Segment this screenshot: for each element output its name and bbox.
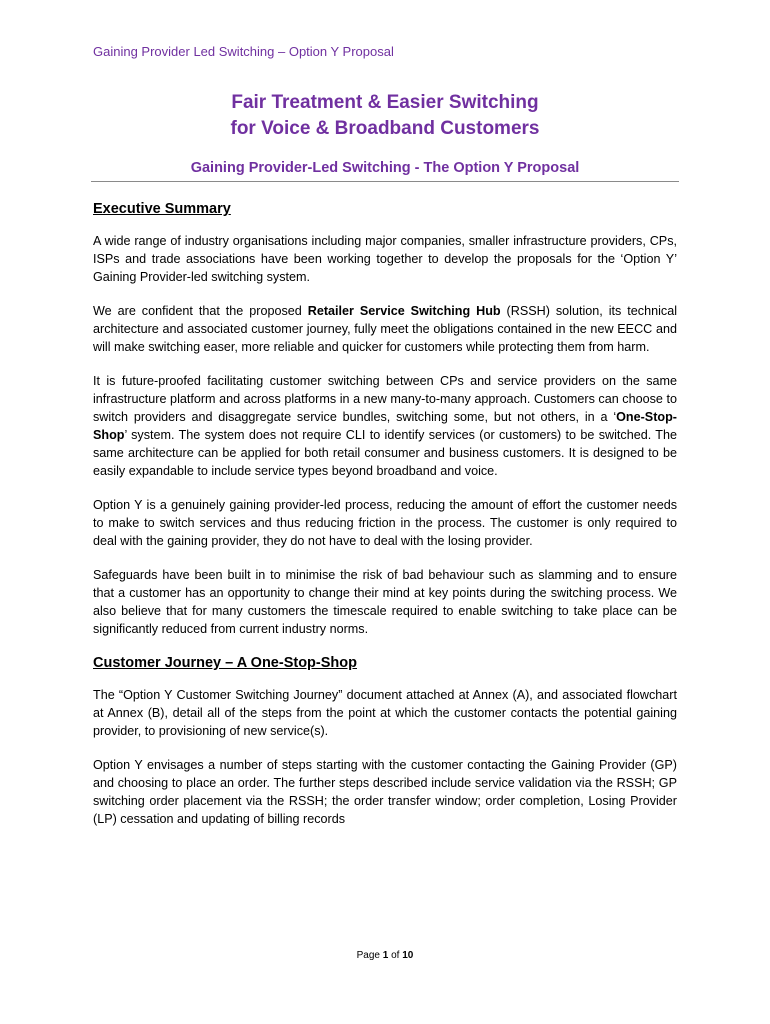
running-header: Gaining Provider Led Switching – Option Y Proposal [93, 44, 394, 59]
exec-p3-text-b: ’ system. The system does not require CLI to identify services (or customers) to be switched. The same architecture can be applied for both retail consumer and business customers. It is designed to be easily expandable to include service types beyond broadband and voice. [93, 428, 677, 478]
exec-p2-text-b: (RSSH) solution, its technical architecture and associated customer journey, fully meet the obligations contained in the new EECC and will make switching easer, more reliable and quicker for customers while protecting them from harm. [93, 304, 677, 354]
footer-of-word: of [388, 950, 403, 961]
exec-paragraph-3 [93, 372, 677, 480]
journey-paragraph-1: The “Option Y Customer Switching Journey” document attached at Annex (A), and associated flowchart at Annex (B), detail all of the steps from the point at which the customer contacts the potential gaining provider, to provisioning of new service(s). [93, 688, 677, 738]
executive-summary-heading: Executive Summary [93, 201, 231, 217]
footer-page-current: 1 [382, 950, 389, 961]
document-title [0, 90, 770, 142]
document-subtitle: Gaining Provider-Led Switching - The Option Y Proposal [190, 160, 580, 176]
document-body [93, 200, 677, 844]
subtitle-divider [91, 181, 679, 182]
customer-journey-heading: Customer Journey – A One-Stop-Shop [93, 655, 357, 671]
exec-paragraph-5: Safeguards have been built in to minimise the risk of bad behaviour such as slamming and to ensure that a customer has an opportunity to change their mind at key points during the switching process. We also believe that for many customers the timescale required to enable switching to take place can be significantly reduced from current industry norms. [93, 568, 677, 636]
page-footer [0, 950, 770, 961]
title-line-2: for Voice & Broadband Customers [230, 118, 540, 139]
journey-paragraph-2: Option Y envisages a number of steps starting with the customer contacting the Gaining Provider (GP) and choosing to place an order. The further steps described include service validation via the RSSH; GP switching order placement via the RSSH; the order transfer window; order completion, Losing Provider (LP) cessation and updating of billing records [93, 758, 677, 826]
footer-page-word: Page [356, 950, 383, 961]
exec-paragraph-1: A wide range of industry organisations including major companies, smaller infrastructure providers, CPs, ISPs and trade associations have been working together to develop the proposals for the ‘Option Y’ Gaining Provider-led switching system. [93, 234, 677, 284]
exec-paragraph-4: Option Y is a genuinely gaining provider-led process, reducing the amount of effort the customer needs to make to switch services and thus reducing friction in the process. The customer is only required to deal with the gaining provider, they do not have to deal with the losing provider. [93, 498, 677, 548]
footer-page-total: 10 [402, 950, 414, 961]
exec-p3-bold: One-Stop-Shop [93, 410, 677, 442]
exec-p2-text-a: We are confident that the proposed [93, 304, 308, 318]
exec-paragraph-2 [93, 302, 677, 356]
title-line-1: Fair Treatment & Easier Switching [231, 92, 539, 113]
exec-p2-bold: Retailer Service Switching Hub [307, 304, 501, 318]
exec-p3-text-a: It is future-proofed facilitating customer switching between CPs and service providers on the same infrastructure platform and across platforms in a new many-to-many approach. Customers can choose to switch providers and disaggregate service bundles, switching some, but not others, in a ‘ [93, 374, 677, 424]
